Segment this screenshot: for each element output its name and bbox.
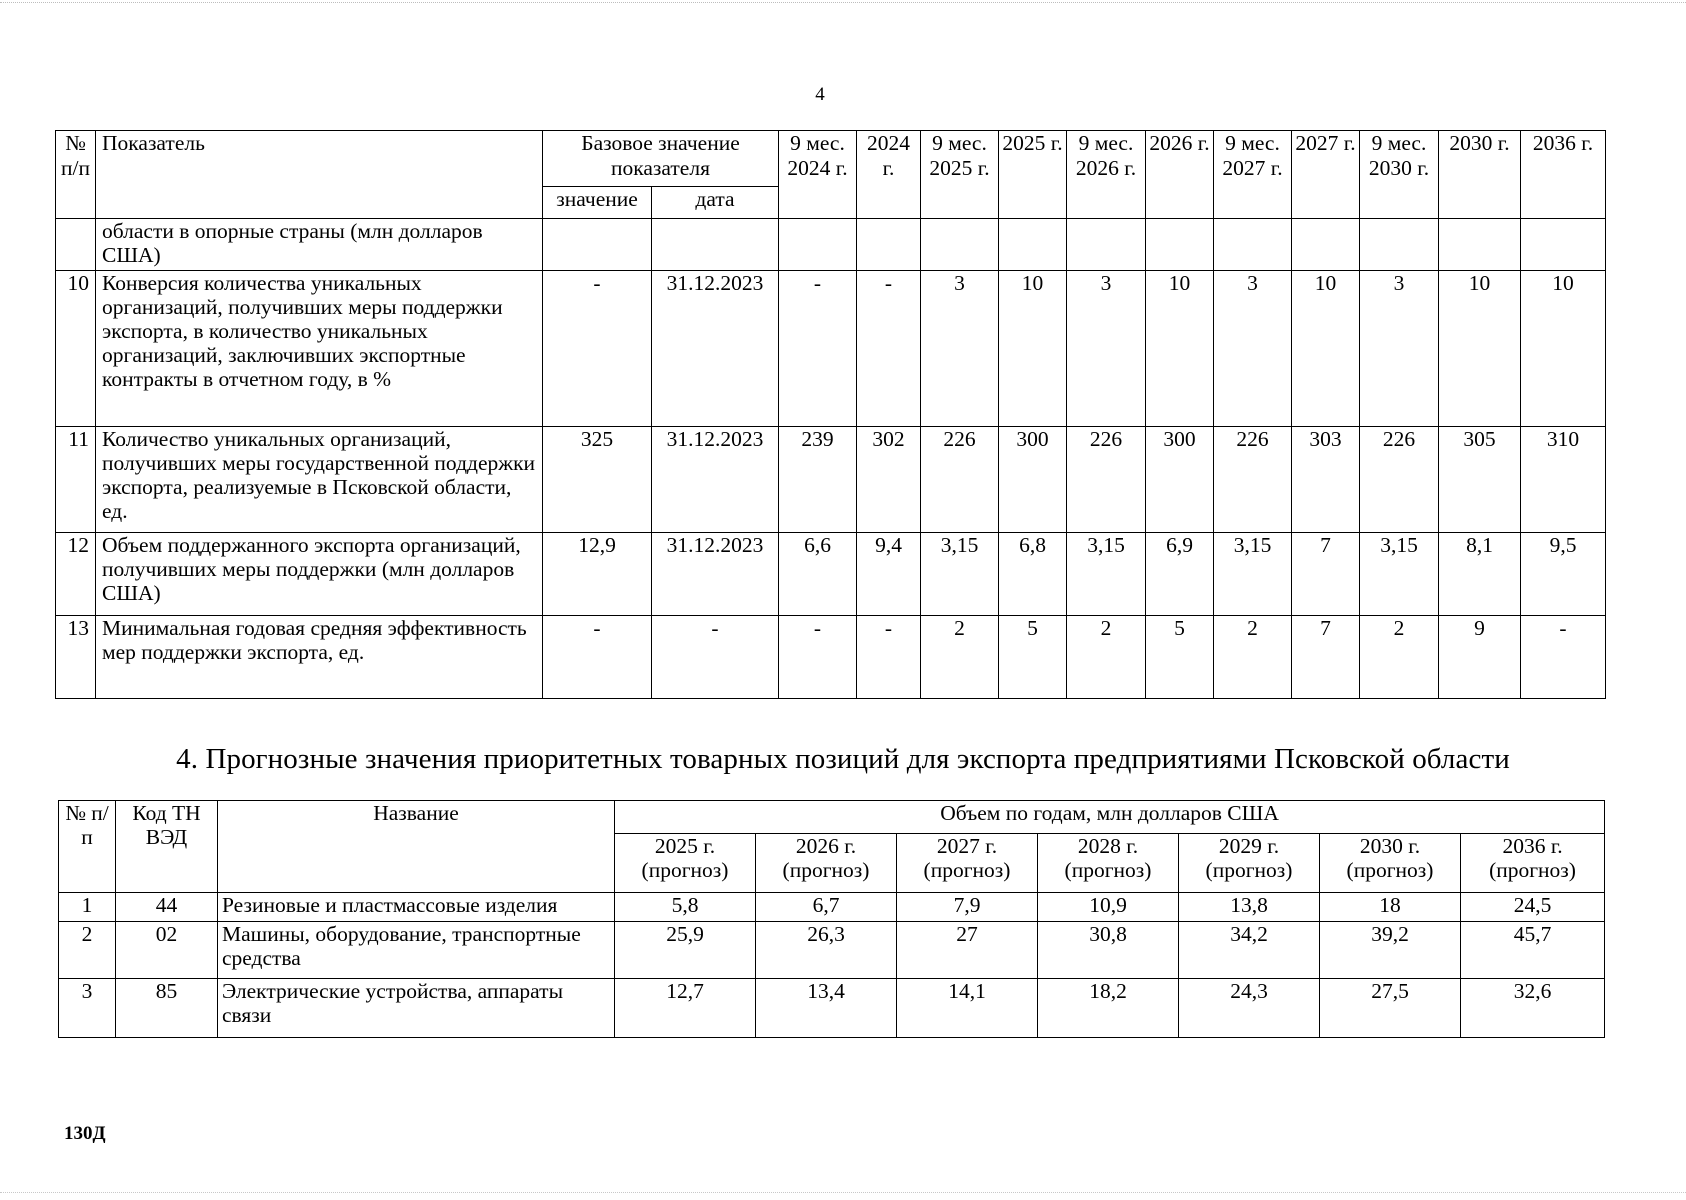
row-year-value: 39,2 <box>1320 922 1461 979</box>
export-forecast-table <box>58 800 1605 1038</box>
row-period-value <box>1146 219 1214 271</box>
row-base-value: 12,9 <box>543 533 652 616</box>
col-header-period: 9 мес. 2024 г. <box>779 131 857 219</box>
col-header-period: 2030 г. <box>1439 131 1521 219</box>
row-base-date: 31.12.2023 <box>652 533 779 616</box>
row-period-value: 305 <box>1439 427 1521 533</box>
row-period-value: 6,9 <box>1146 533 1214 616</box>
row-period-value: 10 <box>999 271 1067 427</box>
row-period-value <box>779 219 857 271</box>
row-year-value: 18 <box>1320 893 1461 922</box>
row-period-value: 300 <box>1146 427 1214 533</box>
row-period-value <box>857 219 921 271</box>
col-header-year: 2029 г. (прогноз) <box>1179 834 1320 893</box>
row-year-value: 18,2 <box>1038 979 1179 1038</box>
row-indicator: области в опорные страны (млн долларов США) <box>96 219 543 271</box>
scan-edge-top <box>0 2 1686 7</box>
col-header-period: 9 мес. 2030 г. <box>1360 131 1439 219</box>
col-header-year: 2026 г. (прогноз) <box>756 834 897 893</box>
col-header-period: 9 мес. 2027 г. <box>1214 131 1292 219</box>
row-num: 3 <box>59 979 116 1038</box>
row-year-value: 34,2 <box>1179 922 1320 979</box>
col-header-year: 2030 г. (прогноз) <box>1320 834 1461 893</box>
col-header-base-value: значение <box>543 187 652 219</box>
table-row <box>59 979 1605 1038</box>
table-row <box>59 893 1605 922</box>
col-header-period: 2036 г. <box>1521 131 1606 219</box>
row-year-value: 24,3 <box>1179 979 1320 1038</box>
row-period-value: 5 <box>1146 616 1214 699</box>
row-period-value <box>1214 219 1292 271</box>
row-period-value: 2 <box>1067 616 1146 699</box>
row-period-value: 6,8 <box>999 533 1067 616</box>
scan-edge-bottom <box>0 1192 1686 1197</box>
row-base-date: 31.12.2023 <box>652 271 779 427</box>
row-num: 2 <box>59 922 116 979</box>
row-period-value: 3,15 <box>921 533 999 616</box>
row-period-value <box>1439 219 1521 271</box>
col-header-base-date: дата <box>652 187 779 219</box>
row-period-value: - <box>857 271 921 427</box>
row-period-value <box>1360 219 1439 271</box>
col-header-year: 2027 г. (прогноз) <box>897 834 1038 893</box>
row-period-value: 3,15 <box>1360 533 1439 616</box>
row-name: Машины, оборудование, транспортные средства <box>218 922 615 979</box>
row-year-value: 13,8 <box>1179 893 1320 922</box>
table2-header-row-1 <box>59 801 1605 834</box>
col-header-name: Название <box>218 801 615 893</box>
row-year-value: 25,9 <box>615 922 756 979</box>
row-period-value <box>921 219 999 271</box>
row-period-value: 303 <box>1292 427 1360 533</box>
col-header-num: № п/п <box>59 801 116 893</box>
row-period-value: 10 <box>1292 271 1360 427</box>
row-period-value <box>1292 219 1360 271</box>
row-period-value: - <box>779 616 857 699</box>
col-header-period: 2024 г. <box>857 131 921 219</box>
row-year-value: 5,8 <box>615 893 756 922</box>
row-base-value: - <box>543 616 652 699</box>
row-base-value <box>543 219 652 271</box>
row-num <box>56 219 96 271</box>
row-year-value: 32,6 <box>1461 979 1605 1038</box>
row-year-value: 14,1 <box>897 979 1038 1038</box>
col-header-code: Код ТН ВЭД <box>116 801 218 893</box>
table-row <box>56 533 1606 616</box>
row-period-value <box>1067 219 1146 271</box>
row-base-date: - <box>652 616 779 699</box>
col-header-year: 2025 г. (прогноз) <box>615 834 756 893</box>
row-year-value: 24,5 <box>1461 893 1605 922</box>
row-period-value: 10 <box>1146 271 1214 427</box>
row-num: 11 <box>56 427 96 533</box>
col-header-period: 2025 г. <box>999 131 1067 219</box>
row-name: Электрические устройства, аппараты связи <box>218 979 615 1038</box>
row-period-value: 3 <box>1067 271 1146 427</box>
row-period-value: 2 <box>1360 616 1439 699</box>
row-period-value: 7 <box>1292 616 1360 699</box>
row-period-value: 3 <box>921 271 999 427</box>
row-period-value: 2 <box>921 616 999 699</box>
row-period-value: 10 <box>1521 271 1606 427</box>
row-period-value: 3 <box>1214 271 1292 427</box>
row-year-value: 12,7 <box>615 979 756 1038</box>
row-num: 12 <box>56 533 96 616</box>
page-number: 4 <box>815 84 825 105</box>
row-period-value: 239 <box>779 427 857 533</box>
col-header-volume: Объем по годам, млн долларов США <box>615 801 1605 834</box>
document-code: 130Д <box>64 1123 106 1144</box>
row-period-value: 302 <box>857 427 921 533</box>
row-period-value <box>1521 219 1606 271</box>
col-header-year: 2028 г. (прогноз) <box>1038 834 1179 893</box>
col-header-period: 9 мес. 2025 г. <box>921 131 999 219</box>
row-period-value: - <box>779 271 857 427</box>
table1-header-row-1 <box>56 131 1606 187</box>
row-period-value: 226 <box>1067 427 1146 533</box>
row-period-value: 6,6 <box>779 533 857 616</box>
row-year-value: 27 <box>897 922 1038 979</box>
row-num: 1 <box>59 893 116 922</box>
row-year-value: 6,7 <box>756 893 897 922</box>
export-indicators-table <box>55 130 1606 699</box>
row-base-date <box>652 219 779 271</box>
col-header-indicator: Показатель <box>96 131 543 219</box>
row-indicator: Конверсия количества уникальных организаций, получивших меры поддержки экспорта, в количество уникальных организаций, заключивших экспортные контракты в отчетном году, в % <box>96 271 543 427</box>
col-header-num: № п/п <box>56 131 96 219</box>
row-period-value: 226 <box>1360 427 1439 533</box>
row-period-value: 5 <box>999 616 1067 699</box>
row-period-value: 226 <box>921 427 999 533</box>
row-year-value: 13,4 <box>756 979 897 1038</box>
row-period-value: 10 <box>1439 271 1521 427</box>
col-header-year: 2036 г. (прогноз) <box>1461 834 1605 893</box>
row-indicator: Объем поддержанного экспорта организаций, получивших меры поддержки (млн долларов США) <box>96 533 543 616</box>
row-year-value: 45,7 <box>1461 922 1605 979</box>
col-header-period: 2027 г. <box>1292 131 1360 219</box>
row-period-value: 2 <box>1214 616 1292 699</box>
table-row <box>56 219 1606 271</box>
table-row <box>56 427 1606 533</box>
row-code: 85 <box>116 979 218 1038</box>
row-indicator: Количество уникальных организаций, получивших меры государственной поддержки экспорта, реализуемые в Псковской области, ед. <box>96 427 543 533</box>
col-header-period: 2026 г. <box>1146 131 1214 219</box>
row-name: Резиновые и пластмассовые изделия <box>218 893 615 922</box>
row-period-value: 9 <box>1439 616 1521 699</box>
row-period-value: - <box>1521 616 1606 699</box>
table-row <box>56 616 1606 699</box>
row-base-date: 31.12.2023 <box>652 427 779 533</box>
row-num: 10 <box>56 271 96 427</box>
row-year-value: 10,9 <box>1038 893 1179 922</box>
row-period-value: 7 <box>1292 533 1360 616</box>
row-year-value: 27,5 <box>1320 979 1461 1038</box>
section-title: 4. Прогнозные значения приоритетных товарных позиций для экспорта предприятиями Псковской области <box>176 743 1510 775</box>
row-indicator: Минимальная годовая средняя эффективность мер поддержки экспорта, ед. <box>96 616 543 699</box>
row-period-value: 3,15 <box>1214 533 1292 616</box>
row-period-value: 3,15 <box>1067 533 1146 616</box>
col-header-base: Базовое значение показателя <box>543 131 779 187</box>
row-period-value <box>999 219 1067 271</box>
row-period-value: 9,5 <box>1521 533 1606 616</box>
row-code: 44 <box>116 893 218 922</box>
row-period-value: 3 <box>1360 271 1439 427</box>
row-base-value: 325 <box>543 427 652 533</box>
row-period-value: 226 <box>1214 427 1292 533</box>
row-year-value: 7,9 <box>897 893 1038 922</box>
row-period-value: 310 <box>1521 427 1606 533</box>
row-period-value: 9,4 <box>857 533 921 616</box>
row-period-value: 8,1 <box>1439 533 1521 616</box>
table-row <box>56 271 1606 427</box>
row-year-value: 30,8 <box>1038 922 1179 979</box>
row-period-value: 300 <box>999 427 1067 533</box>
table-row <box>59 922 1605 979</box>
row-base-value: - <box>543 271 652 427</box>
row-period-value: - <box>857 616 921 699</box>
row-num: 13 <box>56 616 96 699</box>
row-code: 02 <box>116 922 218 979</box>
col-header-period: 9 мес. 2026 г. <box>1067 131 1146 219</box>
row-year-value: 26,3 <box>756 922 897 979</box>
